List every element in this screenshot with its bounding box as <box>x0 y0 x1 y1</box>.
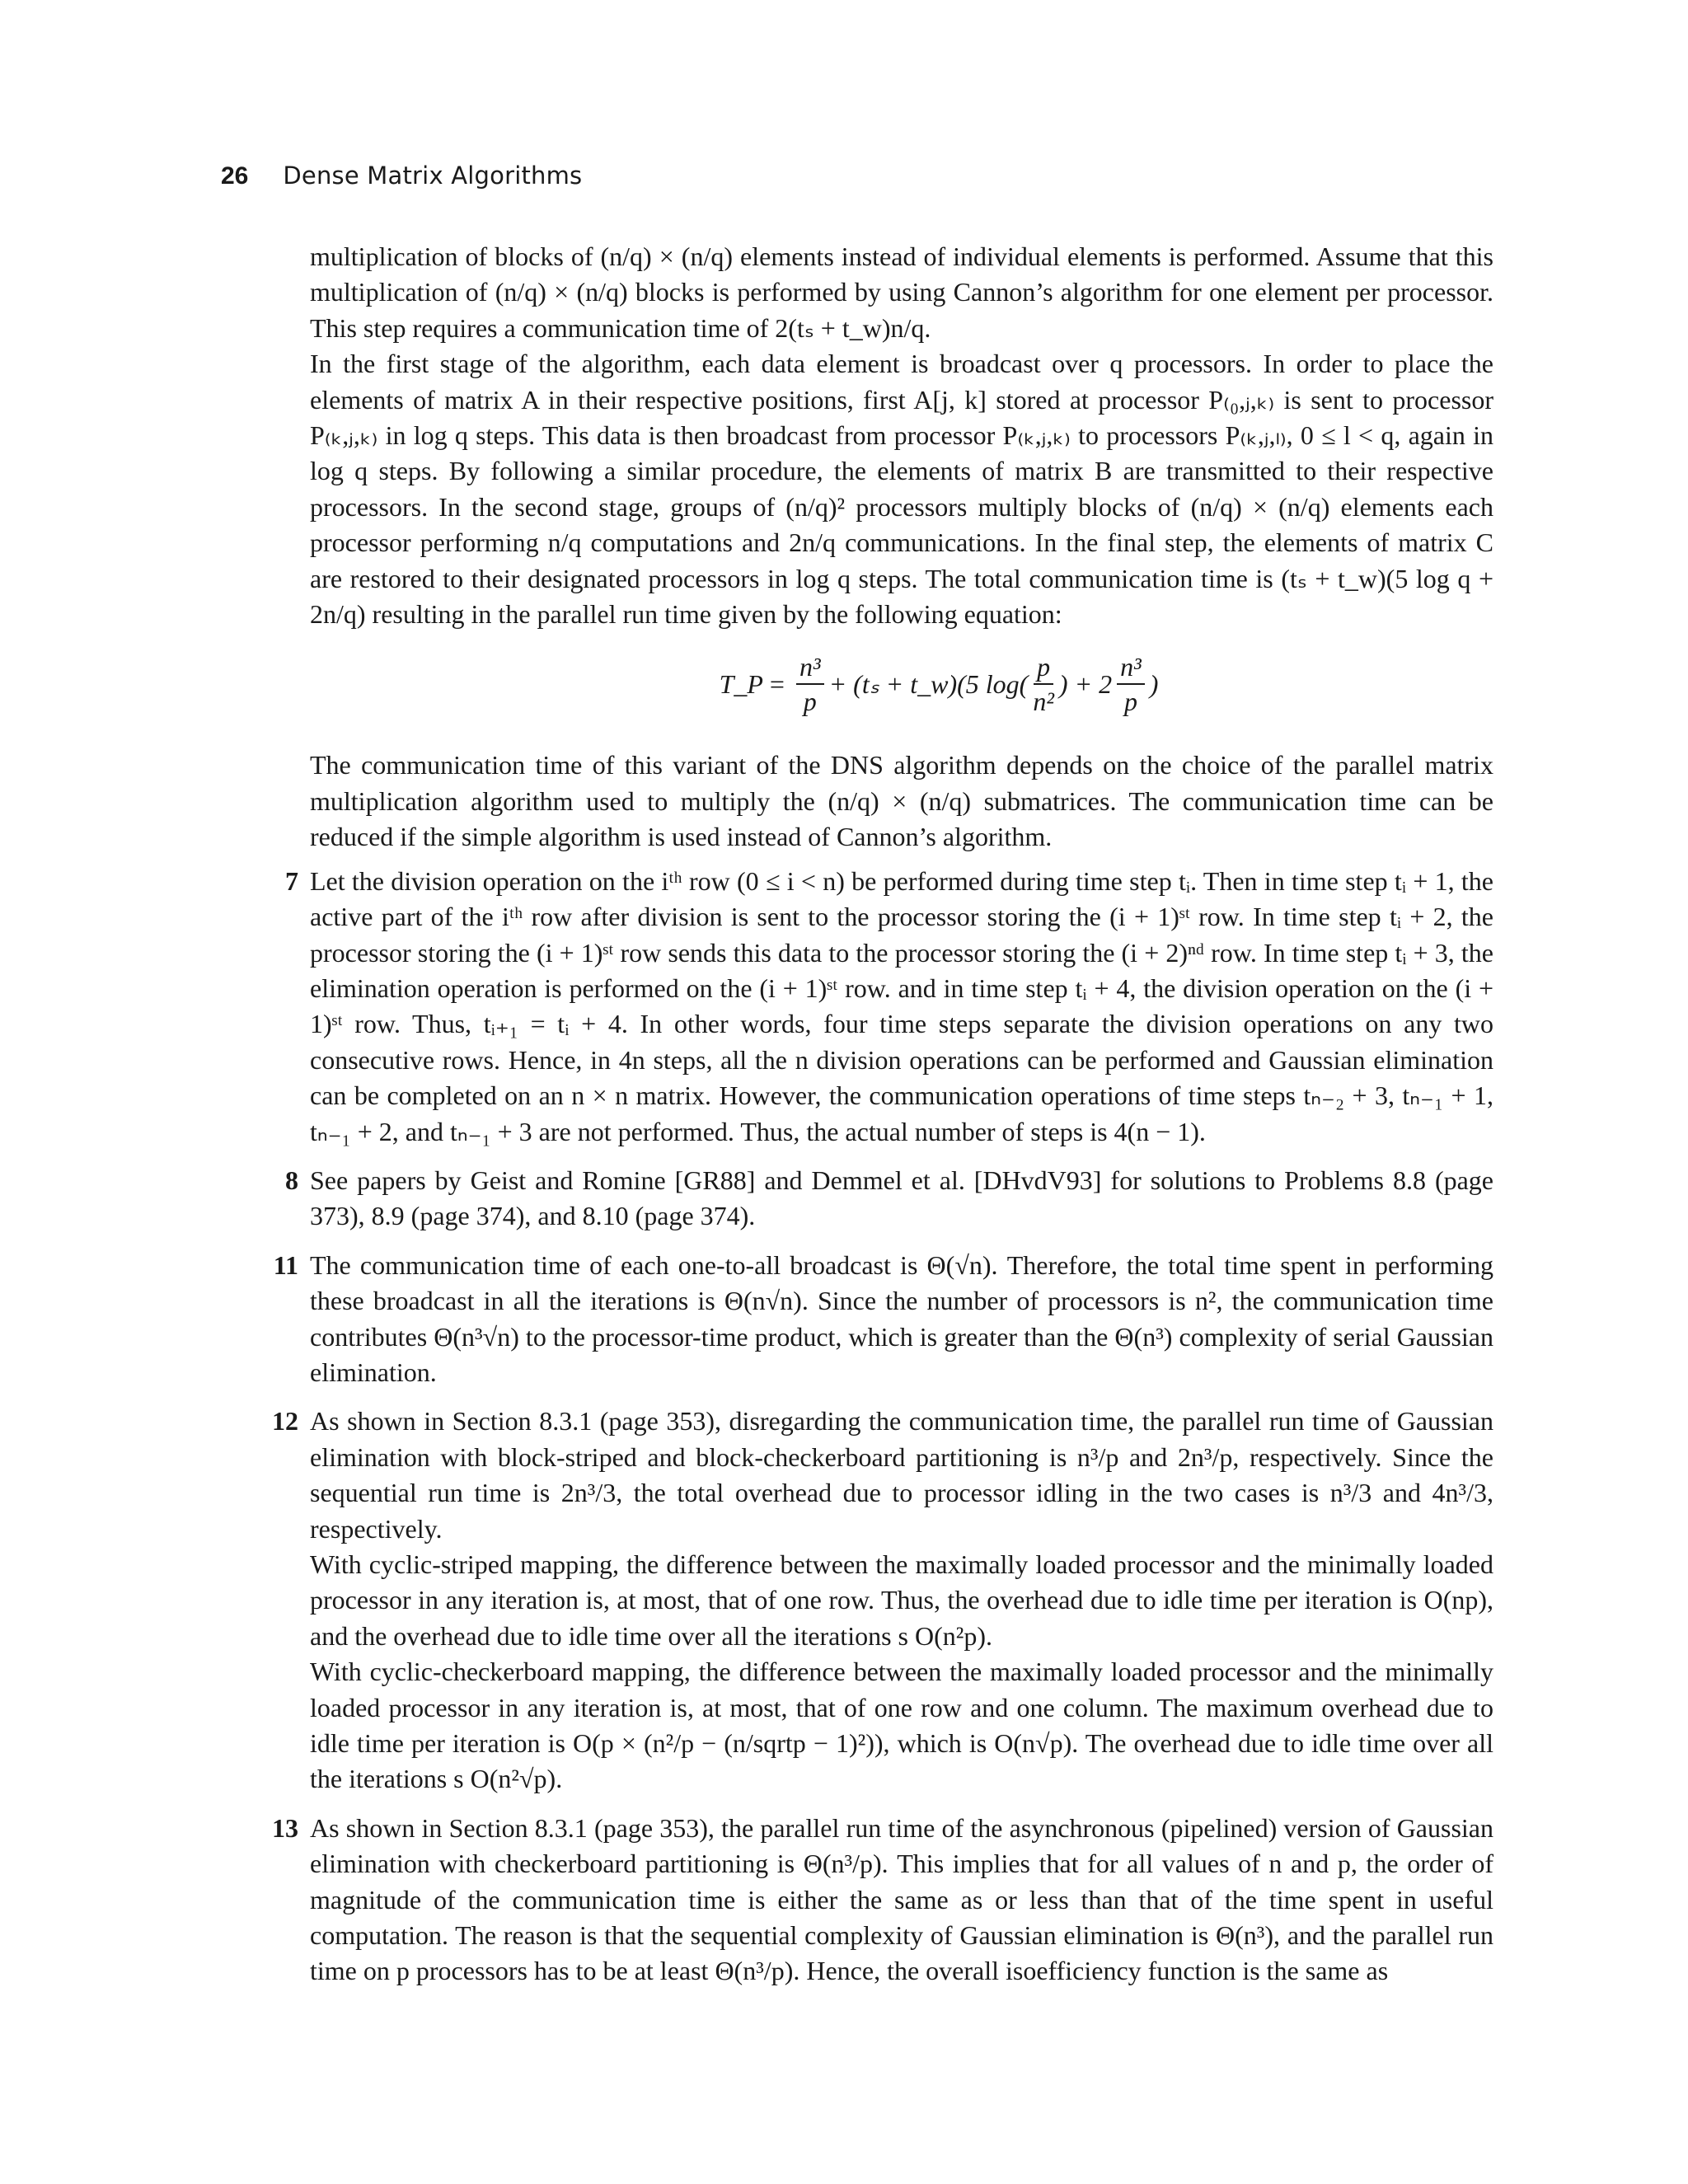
answer-text-continued: With cyclic-striped mapping, the difference between the maximally loaded processor and the minimally loaded processor in any iteration is, at most, that of one row. Thus, the overhead due to idle time per iteration is O(np), and the overhead due to idle time over all the iterations s O(n²p). <box>310 1549 1493 1651</box>
answer-8 <box>285 1163 1493 1235</box>
fraction-1-numerator: n³ <box>796 650 824 685</box>
answer-7 <box>285 864 1493 1150</box>
page-header <box>221 162 582 203</box>
answer-13 <box>272 1811 1493 1990</box>
equation-body <box>720 650 1159 718</box>
fraction-2-numerator: p <box>1034 650 1053 685</box>
equation-lhs: T_P <box>719 668 763 699</box>
intro-paragraph-1: multiplication of blocks of (n/q) × (n/q) elements instead of individual elements is performed. Assume that this multiplication of (n/q) × (n/q) blocks is performed by using Cannon’s algorithm for one element per processor. This step requires a communication time of 2(tₛ + t_w)n/q. <box>310 241 1493 343</box>
equation-middle: + (tₛ + t_w)(5 log( <box>828 668 1029 699</box>
intro-paragraph-2: In the first stage of the algorithm, each data element is broadcast over q processors. In order to place the elements of matrix A in their respective positions, first A[j, k] stored at processor P₍₀,ⱼ,ₖ₎ is sent to processor P₍ₖ,ⱼ,ₖ₎ in log q steps. This data is then broadcast from processor P₍ₖ,ⱼ,ₖ₎ to processors P₍ₖ,ⱼ,ₗ₎, 0 ≤ l < q, again in log q steps. By following a similar procedure, the elements of matrix B are transmitted to their respective processors. In the second stage, groups of (n/q)² processors multiply blocks of (n/q) × (n/q) elements each processor performing n/q computations and 2n/q communications. In the final step, the elements of matrix C are restored to their designated processors in log q steps. The total communication time is (tₛ + t_w)(5 log q + 2n/q) resulting in the parallel run time given by the following equation: <box>310 349 1493 630</box>
fraction-1-denominator: p <box>803 687 817 717</box>
page-number: 26 <box>221 162 249 190</box>
fraction-2-denominator: n² <box>1033 687 1054 717</box>
answer-number: 11 <box>273 1249 298 1280</box>
answer-text: The communication time of each one-to-all broadcast is Θ(√n). Therefore, the total time spent in performing these broadcast in all the iterations is Θ(n√n). Since the number of processors is n², the communication time contributes Θ(n³√n) to the processor-time product, which is greater than the Θ(n³) complexity of serial Gaussian elimination. <box>310 1249 1493 1387</box>
run-time-equation <box>310 650 1493 733</box>
answer-text: Let the division operation on the iᵗʰ row (0 ≤ i < n) be performed during time step tᵢ. Then in time step tᵢ + 1, the active part of the iᵗʰ row after division is sent to the processor storing the (i + 1)ˢᵗ row. In time step tᵢ + 2, the processor storing the (i + 1)ˢᵗ row sends this data to the processor storing the (i + 2)ⁿᵈ row. In time step tᵢ + 3, the elimination operation is performed on the (i + 1)ˢᵗ row. and in time step tᵢ + 4, the division operation on the (i + 1)ˢᵗ row. Thus, tᵢ₊₁ = tᵢ + 4. In other words, four time steps separate the division operations on any two consecutive rows. Hence, in 4n steps, all the n division operations can be performed and Gaussian elimination can be completed on an n × n matrix. However, the communication operations of time steps tₙ₋₂ + 3, tₙ₋₁ + 1, tₙ₋₁ + 2, and tₙ₋₁ + 3 are not performed. Thus, the actual number of steps is 4(n − 1). <box>310 865 1493 1146</box>
answer-number: 7 <box>285 865 298 896</box>
intro-paragraph-3: The communication time of this variant of the DNS algorithm depends on the choice of the parallel matrix multiplication algorithm used to multiply the (n/q) × (n/q) submatrices. The communication time can be reduced if the simple algorithm is used instead of Cannon’s algorithm. <box>310 750 1493 852</box>
answer-12 <box>272 1404 1493 1797</box>
answer-text: As shown in Section 8.3.1 (page 353), disregarding the communication time, the parallel run time of Gaussian elimination with block-striped and block-checkerboard partitioning is n³/p and 2n³/p, respectively. Since the sequential run time is 2n³/3, the total overhead due to processor idling in the two cases is n³/3 and 4n³/3, respectively. <box>310 1406 1493 1544</box>
answer-text: As shown in Section 8.3.1 (page 353), the parallel run time of the asynchronous (pipelined) version of Gaussian elimination with checkerboard partitioning is Θ(n³/p). This implies that for all values of n and p, the order of magnitude of the communication time is either the same as or less than that of the time spent in useful computation. The reason is that the sequential complexity of Gaussian elimination is Θ(n³), and the parallel run time on p processors has to be at least Θ(n³/p). Hence, the overall isoefficiency function is the same as <box>310 1812 1493 1986</box>
equation-after: ) + 2 <box>1058 668 1113 699</box>
answer-text: See papers by Geist and Romine [GR88] and Demmel et al. [DHvdV93] for solutions to Problems 8.8 (page 373), 8.9 (page 374), and 8.10 (page 374). <box>310 1165 1493 1231</box>
page-body <box>272 239 1493 1990</box>
equation-close: ) <box>1149 668 1159 699</box>
answer-number: 12 <box>272 1406 298 1436</box>
equation-fraction-2 <box>1033 650 1054 718</box>
equation-fraction-1 <box>796 650 824 718</box>
answer-11 <box>273 1248 1493 1391</box>
equation-equals: = <box>769 668 785 699</box>
answer-number: 13 <box>272 1812 298 1843</box>
fraction-3-denominator: p <box>1123 687 1137 717</box>
answer-text-continued: With cyclic-checkerboard mapping, the difference between the maximally loaded processor and the minimally loaded processor in any iteration is, at most, that of one row and one column. The maximum overhead due to idle time per iteration is O(p × (n²/p − (n/sqrtp − 1)²)), which is O(n√p). The overhead due to idle time over all the iterations s O(n²√p). <box>310 1657 1493 1794</box>
fraction-3-numerator: n³ <box>1117 650 1145 685</box>
running-title: Dense Matrix Algorithms <box>283 162 583 190</box>
answer-number: 8 <box>285 1165 298 1195</box>
equation-fraction-3 <box>1117 650 1145 718</box>
